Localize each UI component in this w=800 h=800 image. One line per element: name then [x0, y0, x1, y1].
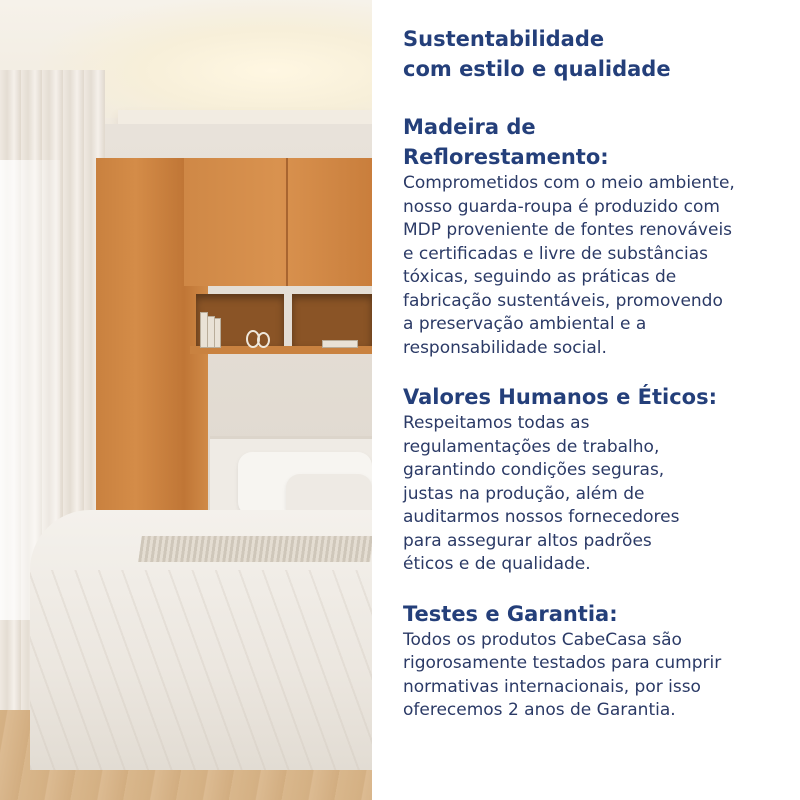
body-line: rigorosamente testados para cumprir — [403, 653, 722, 673]
body-line: fabricação sustentáveis, promovendo — [403, 290, 723, 311]
body-line: éticos e de qualidade. — [403, 554, 591, 574]
body-line: Comprometidos com o meio ambiente, — [403, 173, 735, 193]
body-line: nosso guarda-roupa é produzido com — [403, 196, 720, 217]
section-body — [403, 629, 783, 723]
section-heading-line: Madeira de — [403, 115, 536, 139]
body-line: justas na produção, além de — [403, 483, 645, 504]
photo-wardrobe-upper-doors — [184, 158, 372, 286]
section-heading — [403, 112, 783, 172]
section-heading — [403, 599, 783, 629]
photo-book — [214, 318, 221, 348]
body-line: a preservação ambiental e a — [403, 314, 647, 334]
bedroom-product-photo — [0, 0, 372, 800]
body-line: responsabilidade social. — [403, 337, 607, 358]
photo-bed-runner — [138, 536, 372, 562]
photo-ceiling-recess — [118, 110, 372, 124]
body-line: normativas internacionais, por isso — [403, 676, 701, 697]
intro-title — [403, 24, 783, 84]
photo-wardrobe-door-split — [286, 158, 288, 286]
section-heading-line: Testes e Garantia: — [403, 601, 618, 626]
body-line: tóxicas, seguindo as práticas de — [403, 267, 677, 287]
body-line: MDP proveniente de fontes renováveis — [403, 220, 733, 240]
body-line: para assegurar altos padrões — [403, 530, 652, 551]
section-heading-line: Valores Humanos e Éticos: — [403, 385, 717, 409]
body-line: regulamentações de trabalho, — [403, 436, 660, 457]
section-reforestation — [403, 112, 783, 360]
body-line: Todos os produtos CabeCasa são — [403, 629, 682, 650]
intro-title-line: Sustentabilidade — [403, 27, 605, 51]
body-line: garantindo condições seguras, — [403, 460, 665, 480]
photo-decor-tray — [322, 340, 358, 348]
body-line: e certificadas e livre de substâncias — [403, 243, 708, 264]
section-body — [403, 412, 783, 577]
photo-vase — [257, 332, 270, 348]
photo-bedspread — [30, 570, 372, 770]
section-tests-warranty — [403, 599, 783, 723]
section-heading-line: Reflorestamento: — [403, 145, 609, 169]
body-line: auditarmos nossos fornecedores — [403, 507, 680, 527]
description-panel — [403, 24, 783, 723]
intro-title-line: com estilo e qualidade — [403, 57, 671, 81]
section-heading — [403, 382, 783, 412]
body-line: oferecemos 2 anos de Garantia. — [403, 700, 676, 720]
section-body — [403, 172, 783, 360]
body-line: Respeitamos todas as — [403, 413, 590, 433]
section-human-values — [403, 382, 783, 577]
photo-niche-right — [292, 294, 372, 346]
